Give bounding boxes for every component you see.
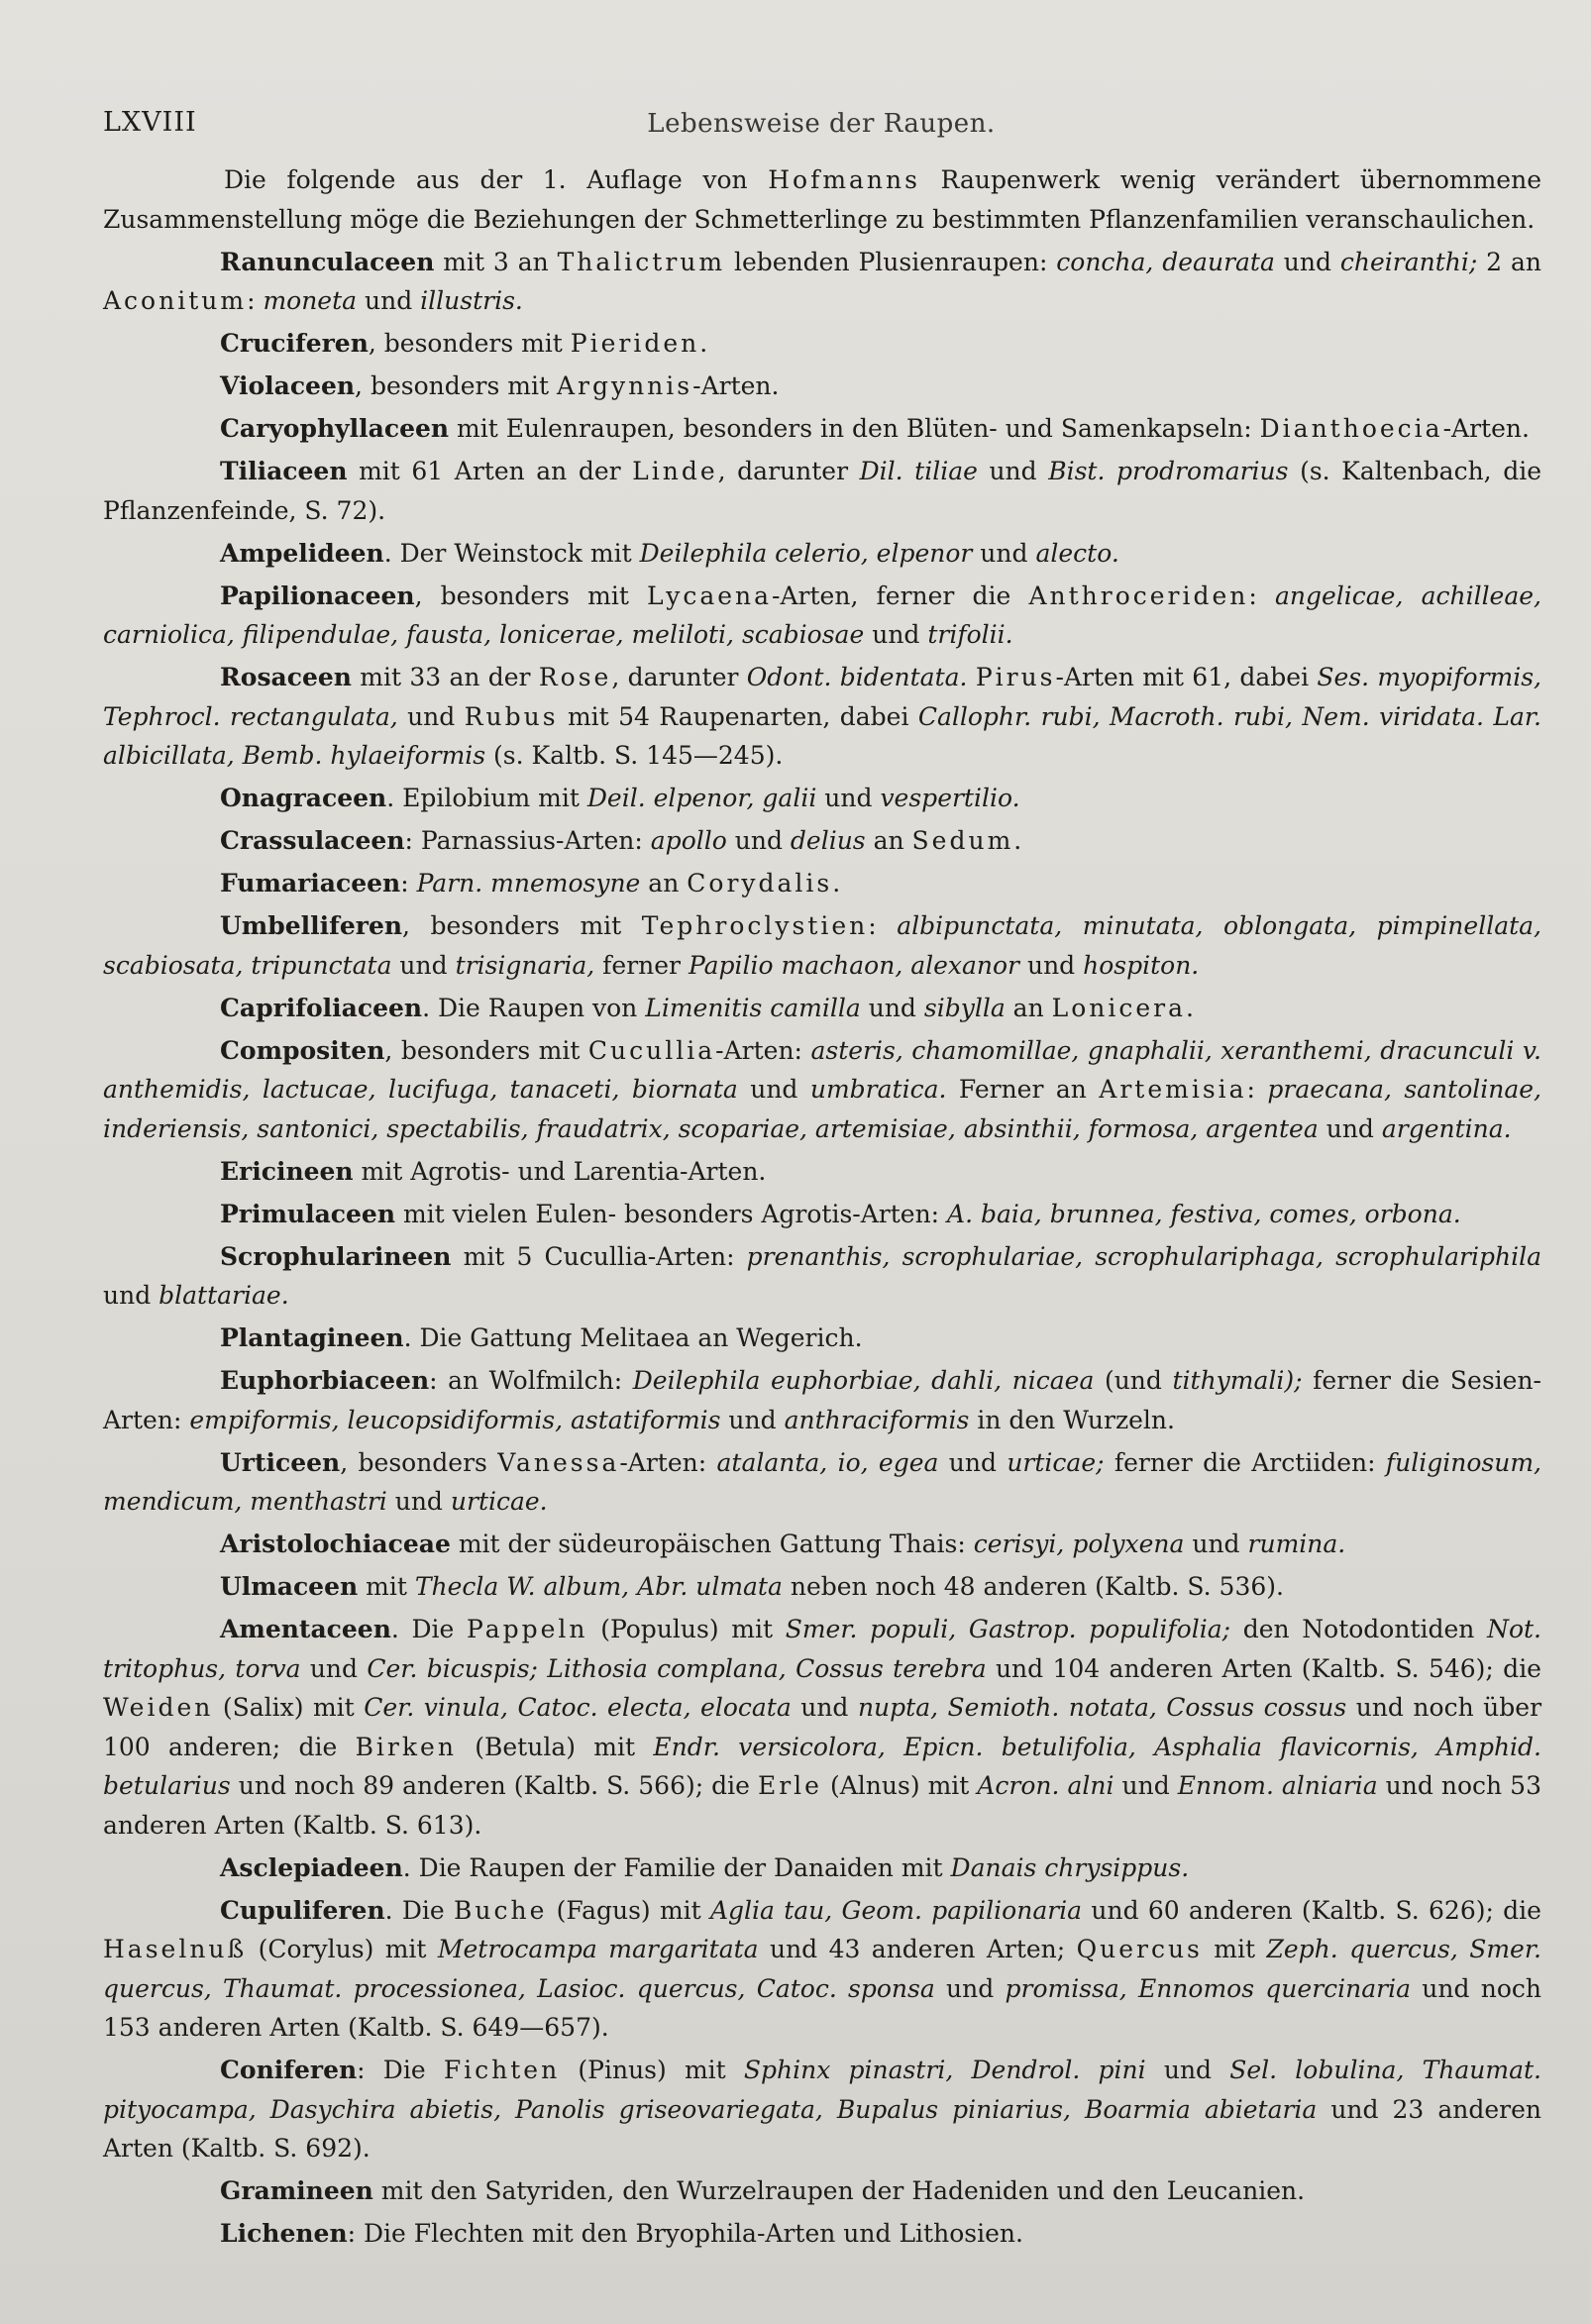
entry-euphorbiaceen: [103, 1361, 1541, 1439]
entry-text: , besonders mit: [384, 1035, 588, 1065]
plant-genus: Aconitum: [103, 286, 248, 315]
entry-text: und: [737, 1075, 810, 1104]
entry-text: . Der Weinstock mit: [383, 538, 640, 568]
species-names: Acron. alni: [977, 1771, 1114, 1800]
entry-text: :: [400, 869, 417, 898]
family-name: Caprifoliaceen: [220, 993, 423, 1022]
species-names: Cer. vinula, Catoc. electa, elocata: [364, 1693, 792, 1722]
entry-text: , besonders mit: [402, 911, 642, 940]
species-names: Papilio machaon, alexanor: [688, 950, 1020, 980]
entry-text: [967, 663, 975, 691]
entry-violaceen: [103, 367, 1541, 406]
entry-text: und: [977, 457, 1049, 485]
entry-onagraceen: [103, 779, 1541, 818]
species-names: Sel. lobulina, Thaumat. pityocampa, Dasychira abietis, Panolis griseovariegata, Bupalus piniarius, Boarmia abietaria: [103, 2056, 1541, 2124]
entry-text: :: [1248, 581, 1275, 610]
entry-fumariaceen: [103, 864, 1541, 903]
entry-ulmaceen: [103, 1567, 1541, 1607]
family-name: Cupuliferen: [220, 1895, 385, 1925]
entry-text: (s. Kaltb. S. 145—245).: [485, 741, 784, 770]
species-names: tithymali);: [1172, 1366, 1303, 1395]
family-name: Primulaceen: [220, 1199, 396, 1228]
entry-text: ferner die Arctiiden:: [1104, 1447, 1386, 1477]
entry-text: (Corylus) mit: [247, 1935, 438, 1963]
entry-text: , besonders: [340, 1447, 498, 1477]
entry-text: (Fagus) mit: [547, 1895, 710, 1925]
species-names: Ses. myopiformis, Tephrocl. rectangulata,: [103, 663, 1541, 731]
entry-asclepiadeen: [103, 1849, 1541, 1888]
entry-text: . Epilobium mit: [386, 784, 587, 812]
family-name: Euphorbiaceen: [220, 1366, 430, 1395]
entry-text: mit 61 Arten an der: [347, 457, 633, 485]
entry-text: (Populus) mit: [587, 1615, 786, 1643]
entry-amentaceen: [103, 1610, 1541, 1845]
family-name: Tiliaceen: [220, 457, 348, 485]
entry-text: (Alnus) mit: [821, 1771, 978, 1800]
family-name: Compositen: [220, 1035, 385, 1065]
entry-text: und: [1019, 950, 1084, 980]
body-text: [103, 160, 1541, 2257]
entry-text: und: [1318, 1113, 1382, 1143]
plant-genus: Argynnis: [556, 371, 693, 400]
entry-text: und: [357, 286, 421, 315]
entry-text: und: [1274, 247, 1340, 276]
entry-text: (Pinus) mit: [560, 2056, 744, 2084]
entry-tiliaceen: [103, 452, 1541, 530]
entry-text: -Arten.: [1442, 414, 1530, 443]
species-names: Deilephila celerio, elpenor: [639, 538, 973, 568]
species-names: illustris.: [420, 286, 523, 315]
entry-text: an: [640, 869, 688, 898]
running-title: Lebensweise der Raupen.: [647, 109, 996, 139]
family-name: Gramineen: [220, 2176, 373, 2205]
entry-caprifoliaceen: [103, 989, 1541, 1028]
entry-plantagineen: [103, 1319, 1541, 1358]
entry-scrophularineen: [103, 1237, 1541, 1316]
entry-text: mit der südeuropäischen Gattung Thais:: [450, 1530, 974, 1558]
plant-genus: Vanessa: [497, 1447, 620, 1477]
entry-text: und noch 153 anderen Arten (Kaltb. S. 649—657).: [103, 1973, 1541, 2042]
entry-text: mit Eulenraupen, besonders in den Blüten- und Samenkapseln:: [449, 414, 1260, 443]
species-names: Callophr. rubi, Macroth. rubi, Nem. viridata. Lar. albicillata, Bemb. hylaeiformis: [103, 701, 1541, 770]
entry-primulaceen: [103, 1195, 1541, 1234]
entry-text: : an Wolfmilch:: [429, 1366, 633, 1395]
entry-text: mit den Satyriden, den Wurzelraupen der Hadeniden und den Leucanien.: [372, 2176, 1306, 2205]
entry-ericineen: [103, 1152, 1541, 1192]
species-names: urticae.: [450, 1487, 548, 1516]
entry-text: mit 5 Cucullia-Arten:: [451, 1241, 747, 1271]
species-names: albipunctata, minutata, oblongata, pimpinellata, scabiosata, tripunctata: [103, 911, 1541, 980]
species-names: empiformis, leucopsidiformis, astatiformis: [189, 1405, 721, 1434]
family-name: Asclepiadeen: [220, 1852, 403, 1882]
species-names: Thecla W. album, Abr. ulmata: [414, 1572, 783, 1601]
plant-genus: Birken: [355, 1732, 457, 1761]
plant-genus: Pappeln: [467, 1615, 588, 1643]
species-names: alecto.: [1035, 538, 1119, 568]
plant-genus: Lonicera: [1051, 993, 1187, 1022]
species-names: Bist. prodromarius: [1048, 457, 1289, 485]
species-names: Endr. versicolora, Epicn. betulifolia, Asphalia flavicornis, Amphid. betularius: [103, 1732, 1541, 1800]
entry-gramineen: [103, 2171, 1541, 2211]
species-names: atalanta, io, egea: [716, 1447, 939, 1477]
species-names: trisignaria,: [455, 950, 595, 980]
entry-text: und: [103, 1281, 159, 1310]
entry-text: und: [1114, 1771, 1178, 1800]
entry-text: , besonders mit: [368, 329, 571, 358]
entry-text: und: [726, 826, 791, 855]
entry-text: : Parnassius-Arten:: [404, 826, 651, 855]
entry-text: und: [391, 950, 456, 980]
entry-cupuliferen: [103, 1891, 1541, 2048]
species-names: Danais chrysippus.: [950, 1852, 1190, 1882]
entry-papilionaceen: [103, 577, 1541, 655]
entry-text: : Die: [357, 2056, 444, 2084]
species-names: trifolii.: [927, 620, 1013, 649]
family-name: Ampelideen: [220, 538, 384, 568]
entry-text: . Die: [390, 1615, 468, 1643]
species-names: rumina.: [1247, 1530, 1346, 1558]
family-name: Violaceen: [220, 371, 356, 400]
plant-genus: Cucullia: [587, 1035, 716, 1065]
entry-text: .: [832, 869, 841, 898]
species-names: Deilephila euphorbiae, dahli, nicaea: [632, 1366, 1095, 1395]
entry-text: (und: [1094, 1366, 1173, 1395]
family-name: Rosaceen: [220, 663, 352, 691]
species-names: cerisyi, polyxena: [973, 1530, 1185, 1558]
species-names: asteris, chamomillae, gnaphalii, xeranthemi, dracunculi v. anthemidis, lactucae, lucifuga, tanaceti, biornata: [103, 1035, 1541, 1104]
family-name: Amentaceen: [220, 1615, 391, 1643]
entry-text: und: [860, 993, 924, 1022]
species-names: Metrocampa margaritata: [437, 1935, 759, 1963]
entry-ampelideen: [103, 534, 1541, 574]
plant-genus: Weiden: [103, 1693, 214, 1722]
entry-rosaceen: [103, 658, 1541, 776]
entry-text: ferner die Sesien-Arten:: [103, 1366, 1541, 1434]
species-names: praecana, santolinae, inderiensis, santonici, spectabilis, fraudatrix, scopariae, artemisiae, absinthii, formosa, argentea: [103, 1075, 1541, 1143]
entry-text: und: [397, 701, 465, 731]
species-names: nupta, Semioth. notata, Cossus cossus: [857, 1693, 1347, 1722]
entry-text: , besonders mit: [355, 371, 557, 400]
entry-text: . Die Gattung Melitaea an Wegerich.: [403, 1323, 863, 1352]
species-names: sibylla: [923, 993, 1006, 1022]
entry-text: und: [938, 1447, 1008, 1477]
entry-aristolochiaceae: [103, 1525, 1541, 1564]
entry-text: .: [699, 329, 708, 358]
species-names: delius: [790, 826, 866, 855]
entry-text: .: [1013, 826, 1022, 855]
species-names: angelicae, achilleae, carniolica, filipendulae, fausta, lonicerae, meliloti, scabiosae: [103, 581, 1542, 649]
intro-author: Hofmanns: [768, 165, 920, 194]
species-names: Not. tritophus, torva: [103, 1615, 1541, 1683]
family-name: Aristolochiaceae: [220, 1530, 451, 1558]
species-names: prenanthis, scrophulariae, scrophulariphaga, scrophulariphila: [746, 1241, 1541, 1271]
entry-ranunculaceen: [103, 243, 1541, 321]
species-names: moneta: [263, 286, 358, 315]
entry-text: :: [1246, 1075, 1268, 1104]
plant-genus: Sedum: [911, 826, 1014, 855]
intro-text-2: Raupenwerk wenig verändert übernommene Zusammenstellung möge die Beziehungen der Schmetterlinge zu bestimmten Pflanzenfamilien veranschaulichen.: [103, 165, 1541, 234]
species-names: Parn. mnemosyne: [416, 869, 641, 898]
entry-text: in den Wurzeln.: [969, 1405, 1175, 1434]
family-name: Ulmaceen: [220, 1572, 359, 1601]
plant-genus: Artemisia: [1099, 1075, 1247, 1104]
family-name: Plantagineen: [220, 1323, 404, 1352]
plant-genus: Tephroclystien: [641, 911, 869, 940]
entry-text: und noch über 100 anderen; die: [103, 1693, 1542, 1761]
entry-text: (Betula) mit: [456, 1732, 654, 1761]
species-names: Cer. bicuspis; Lithosia complana, Cossus terebra: [367, 1653, 987, 1683]
species-names: fuliginosum, mendicum, menthastri: [103, 1447, 1542, 1516]
entry-text: den Notodontiden: [1230, 1615, 1488, 1643]
entry-caryophyllaceen: [103, 409, 1541, 449]
family-name: Caryophyllaceen: [220, 414, 450, 443]
entry-text: -Arten:: [619, 1447, 717, 1477]
entry-text: mit: [358, 1572, 415, 1601]
entry-text: ferner: [594, 950, 689, 980]
plant-genus: Erle: [757, 1771, 822, 1800]
species-names: Zeph. quercus, Smer. quercus, Thaumat. processionea, Lasioc. quercus, Catoc. sponsa: [103, 1935, 1541, 2003]
species-names: Dil. tiliae: [859, 457, 978, 485]
family-name: Fumariaceen: [220, 869, 401, 898]
entry-text: mit 33 an der: [351, 663, 539, 691]
entry-text: (Salix) mit: [213, 1693, 365, 1722]
entry-text: an: [865, 826, 912, 855]
entry-text: :: [247, 286, 264, 315]
entry-text: und: [720, 1405, 785, 1434]
entry-text: und: [1145, 2056, 1230, 2084]
plant-genus: Quercus: [1076, 1935, 1203, 1963]
plant-genus: Dianthoecia: [1259, 414, 1443, 443]
species-names: vespertilio.: [880, 784, 1020, 812]
entry-text: und 43 anderen Arten;: [758, 1935, 1077, 1963]
plant-genus: Buche: [454, 1895, 548, 1925]
entry-text: und: [300, 1653, 368, 1683]
intro-paragraph: [103, 160, 1541, 239]
plant-family-list: [103, 243, 1541, 2254]
entry-text: und noch 53 anderen Arten (Kaltb. S. 613).: [103, 1771, 1541, 1840]
species-names: umbratica.: [809, 1075, 947, 1104]
entry-text: und: [934, 1973, 1006, 2003]
entry-text: -Arten mit 61, dabei: [1055, 663, 1318, 691]
entry-text: und 23 anderen Arten (Kaltb. S. 692).: [103, 2094, 1541, 2163]
family-name: Ericineen: [220, 1156, 354, 1186]
entry-text: an: [1005, 993, 1052, 1022]
plant-genus: Fichten: [443, 2056, 561, 2084]
entry-text: , darunter: [717, 457, 860, 485]
species-names: Aglia tau, Geom. papilionaria: [709, 1895, 1083, 1925]
entry-text: und noch 89 anderen (Kaltb. S. 566); die: [230, 1771, 758, 1800]
entry-text: lebenden Plusienraupen:: [725, 247, 1057, 276]
species-names: cheiranthi;: [1339, 247, 1478, 276]
family-name: Papilionaceen: [220, 581, 415, 610]
plant-genus: Lycaena: [647, 581, 773, 610]
entry-text: -Arten.: [692, 371, 780, 400]
entry-text: und 104 anderen Arten (Kaltb. S. 546); die: [986, 1653, 1541, 1683]
entry-lichenen: [103, 2214, 1541, 2254]
species-names: Sphinx pinastri, Dendrol. pini: [743, 2056, 1146, 2084]
species-names: urticae;: [1007, 1447, 1105, 1477]
entry-text: und 60 anderen (Kaltb. S. 626); die: [1082, 1895, 1541, 1925]
family-name: Ranunculaceen: [220, 247, 435, 276]
entry-text: mit vielen Eulen- besonders Agrotis-Arten:: [395, 1199, 948, 1228]
entry-text: (s. Kaltenbach, die Pflanzenfeinde, S. 72).: [103, 457, 1541, 525]
entry-text: und: [816, 784, 881, 812]
entry-text: mit Agrotis- und Larentia-Arten.: [353, 1156, 767, 1186]
species-names: anthraciformis: [784, 1405, 970, 1434]
entry-text: und: [972, 538, 1036, 568]
entry-coniferen: [103, 2051, 1541, 2168]
entry-text: und: [864, 620, 928, 649]
entry-text: und: [386, 1487, 451, 1516]
entry-text: , besonders mit: [414, 581, 648, 610]
family-name: Coniferen: [220, 2056, 358, 2084]
entry-text: mit: [1202, 1935, 1267, 1963]
plant-genus: Rose: [538, 663, 612, 691]
entry-text: : Die Flechten mit den Bryophila-Arten und Lithosien.: [347, 2219, 1023, 2248]
species-names: hospiton.: [1083, 950, 1200, 980]
entry-text: mit 54 Raupenarten, dabei: [558, 701, 918, 731]
species-names: blattariae.: [159, 1281, 289, 1310]
entry-urticeen: [103, 1443, 1541, 1522]
entry-text: , darunter: [611, 663, 747, 691]
family-name: Urticeen: [220, 1447, 341, 1477]
plant-genus: Anthroceriden: [1028, 581, 1249, 610]
page-number: LXVIII: [103, 107, 197, 138]
plant-genus: Linde: [632, 457, 718, 485]
entry-text: .: [1186, 993, 1194, 1022]
entry-text: und: [791, 1693, 858, 1722]
intro-text-1: Die folgende aus der 1. Auflage von: [224, 165, 769, 194]
family-name: Crassulaceen: [220, 826, 405, 855]
family-name: Scrophularineen: [220, 1241, 452, 1271]
entry-text: neben noch 48 anderen (Kaltb. S. 536).: [782, 1572, 1284, 1601]
entry-text: -Arten:: [715, 1035, 811, 1065]
family-name: Umbelliferen: [220, 911, 403, 940]
entry-text: 2 an: [1477, 247, 1541, 276]
species-names: promissa, Ennomos quercinaria: [1005, 1973, 1412, 2003]
species-names: apollo: [650, 826, 727, 855]
family-name: Lichenen: [220, 2219, 348, 2248]
plant-genus: Pieriden: [570, 329, 700, 358]
entry-text: -Arten, ferner die: [772, 581, 1029, 610]
species-names: Ennom. alniaria: [1177, 1771, 1378, 1800]
plant-genus: Pirus: [975, 663, 1056, 691]
species-names: A. baia, brunnea, festiva, comes, orbona.: [947, 1199, 1461, 1228]
entry-text: . Die: [384, 1895, 454, 1925]
family-name: Cruciferen: [220, 329, 369, 358]
species-names: argentina.: [1381, 1113, 1512, 1143]
species-names: Limenitis camilla: [645, 993, 861, 1022]
species-names: concha, deaurata: [1056, 247, 1275, 276]
entry-text: . Die Raupen der Familie der Danaiden mit: [402, 1852, 951, 1882]
entry-text: Ferner an: [946, 1075, 1100, 1104]
entry-text: mit 3 an: [434, 247, 558, 276]
entry-cruciferen: [103, 324, 1541, 364]
entry-text: :: [868, 911, 898, 940]
species-names: Odont. bidentata.: [746, 663, 968, 691]
plant-genus: Rubus: [464, 701, 559, 731]
plant-genus: Haselnuß: [103, 1935, 248, 1963]
species-names: Smer. populi, Gastrop. populifolia;: [785, 1615, 1231, 1643]
entry-text: . Die Raupen von: [422, 993, 646, 1022]
species-names: Deil. elpenor, galii: [586, 784, 817, 812]
entry-crassulaceen: [103, 821, 1541, 861]
family-name: Onagraceen: [220, 784, 387, 812]
entry-umbelliferen: [103, 906, 1541, 985]
running-head: [103, 107, 1539, 147]
plant-genus: Corydalis: [687, 869, 833, 898]
plant-genus: Thalictrum: [557, 247, 726, 276]
entry-compositen: [103, 1031, 1541, 1149]
entry-text: und: [1184, 1530, 1248, 1558]
